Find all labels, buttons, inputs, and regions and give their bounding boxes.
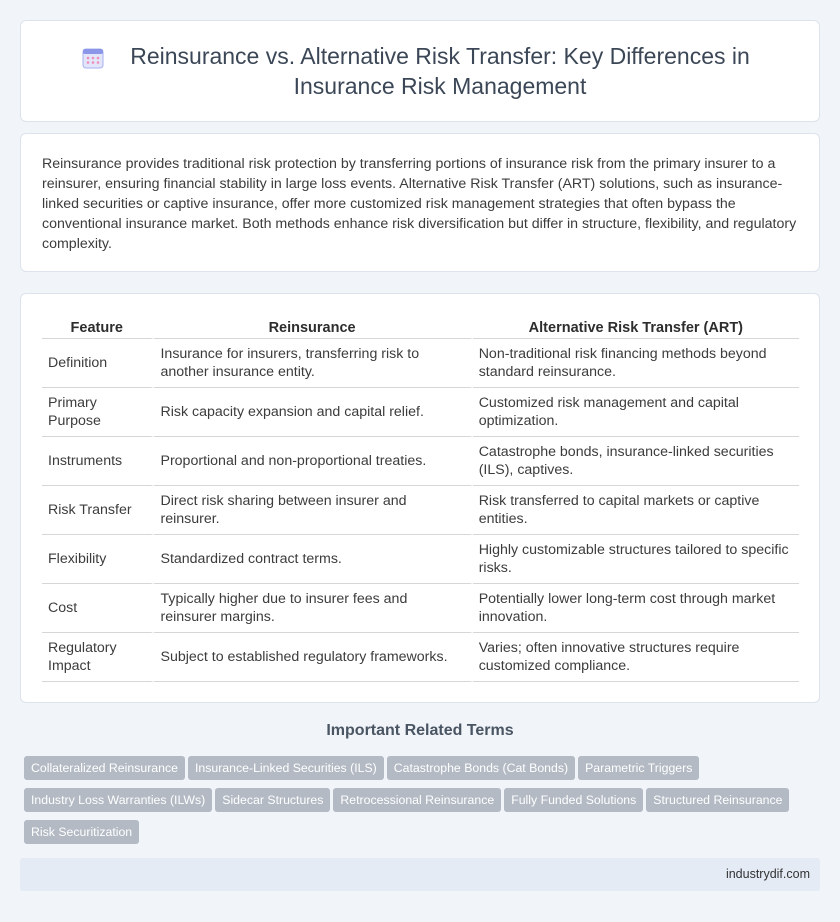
comparison-table	[42, 315, 799, 682]
feature-cell: Instruments	[42, 437, 154, 486]
reinsurance-cell: Standardized contract terms.	[154, 535, 472, 584]
related-terms-title: Important Related Terms	[326, 722, 514, 739]
reinsurance-cell: Direct risk sharing between insurer and reinsurer.	[154, 486, 472, 535]
art-cell: Highly customizable structures tailored to specific risks.	[473, 535, 799, 584]
reinsurance-cell: Risk capacity expansion and capital relief.	[154, 388, 472, 437]
art-cell: Potentially lower long-term cost through market innovation.	[473, 584, 799, 633]
related-term-tag[interactable]: Parametric Triggers	[578, 756, 699, 780]
art-cell: Customized risk management and capital optimization.	[473, 388, 799, 437]
related-terms-list	[24, 756, 804, 852]
table-row	[42, 633, 799, 682]
intro-card	[20, 133, 820, 272]
art-cell: Non-traditional risk financing methods beyond standard reinsurance.	[473, 339, 799, 388]
related-term-tag[interactable]: Retrocessional Reinsurance	[333, 788, 501, 812]
feature-cell: Definition	[42, 339, 154, 388]
feature-cell: Primary Purpose	[42, 388, 154, 437]
art-cell: Catastrophe bonds, insurance-linked securities (ILS), captives.	[473, 437, 799, 486]
reinsurance-cell: Proportional and non-proportional treaties.	[154, 437, 472, 486]
related-term-tag[interactable]: Collateralized Reinsurance	[24, 756, 185, 780]
related-term-tag[interactable]: Catastrophe Bonds (Cat Bonds)	[387, 756, 575, 780]
related-term-tag[interactable]: Risk Securitization	[24, 820, 139, 844]
related-term-tag[interactable]: Sidecar Structures	[215, 788, 330, 812]
related-term-tag[interactable]: Fully Funded Solutions	[504, 788, 643, 812]
header-card	[20, 20, 820, 122]
table-row	[42, 535, 799, 584]
table-header-row	[42, 315, 799, 339]
table-row	[42, 388, 799, 437]
feature-cell: Flexibility	[42, 535, 154, 584]
related-term-tag[interactable]: Industry Loss Warranties (ILWs)	[24, 788, 212, 812]
table-row	[42, 437, 799, 486]
header-feature: Feature	[42, 315, 154, 339]
reinsurance-cell: Insurance for insurers, transferring risk to another insurance entity.	[154, 339, 472, 388]
reinsurance-cell: Typically higher due to insurer fees and reinsurer margins.	[154, 584, 472, 633]
related-term-tag[interactable]: Insurance-Linked Securities (ILS)	[188, 756, 384, 780]
header-art: Alternative Risk Transfer (ART)	[473, 315, 799, 339]
related-term-tag[interactable]: Structured Reinsurance	[646, 788, 789, 812]
feature-cell: Risk Transfer	[42, 486, 154, 535]
comparison-card	[20, 293, 820, 703]
feature-cell: Regulatory Impact	[42, 633, 154, 682]
feature-cell: Cost	[42, 584, 154, 633]
footer-site-link[interactable]: industrydif.com	[725, 867, 810, 881]
intro-paragraph: Reinsurance provides traditional risk protection by transferring portions of insurance risk from the primary insurer to a reinsurer, ensuring financial stability in large loss events. Alternative Risk Transfer (ART) solutions, such as insurance-linked securities or captive insurance, offer more customized risk management strategies that often bypass the conventional insurance market. Both methods enhance risk diversification but differ in structure, flexibility, and regulatory complexity.	[42, 156, 797, 252]
header-reinsurance: Reinsurance	[154, 315, 472, 339]
art-cell: Varies; often innovative structures require customized compliance.	[473, 633, 799, 682]
reinsurance-cell: Subject to established regulatory frameworks.	[154, 633, 472, 682]
table-row	[42, 486, 799, 535]
page-title: Reinsurance vs. Alternative Risk Transfer: Key Differences in Insurance Risk Management	[130, 43, 750, 99]
art-cell: Risk transferred to capital markets or captive entities.	[473, 486, 799, 535]
footer-bar	[20, 858, 820, 891]
table-row	[42, 584, 799, 633]
table-row	[42, 339, 799, 388]
